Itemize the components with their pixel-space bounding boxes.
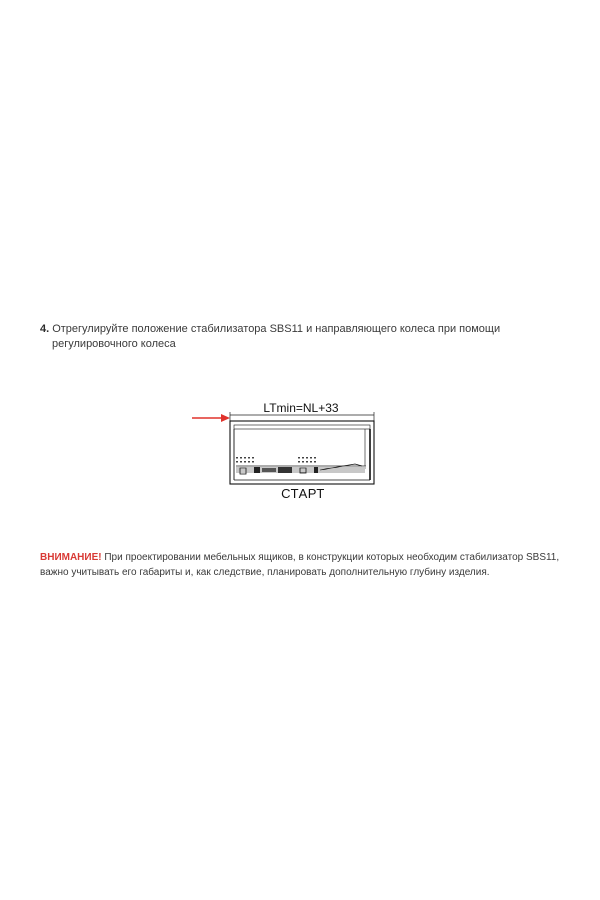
- step-number: 4.: [40, 323, 50, 335]
- left-hole-pattern: [236, 457, 254, 463]
- diagram-caption: СТАРТ: [281, 486, 325, 501]
- stabilizer-mechanism: [240, 464, 362, 474]
- step-instruction: [40, 322, 560, 352]
- warning-text: При проектировании мебельных ящиков, в конструкции которых необходим стабилизатор SBS11, важно учитывать его габариты и, как следствие, планировать дополнительную глубину изделия.: [40, 552, 560, 578]
- warning-title: ВНИМАНИЕ!: [40, 552, 102, 563]
- arrow-icon: [192, 414, 230, 422]
- step-text-line1: Отрегулируйте положение стабилизатора SBS11 и направляющего колеса при помощи: [52, 323, 501, 335]
- step-text-line2: регулировочного колеса: [52, 338, 176, 350]
- right-hole-pattern: [298, 457, 316, 463]
- warning-note: [40, 550, 565, 580]
- drawer-box: [230, 421, 374, 484]
- dimension-label: LTmin=NL+33: [263, 401, 339, 415]
